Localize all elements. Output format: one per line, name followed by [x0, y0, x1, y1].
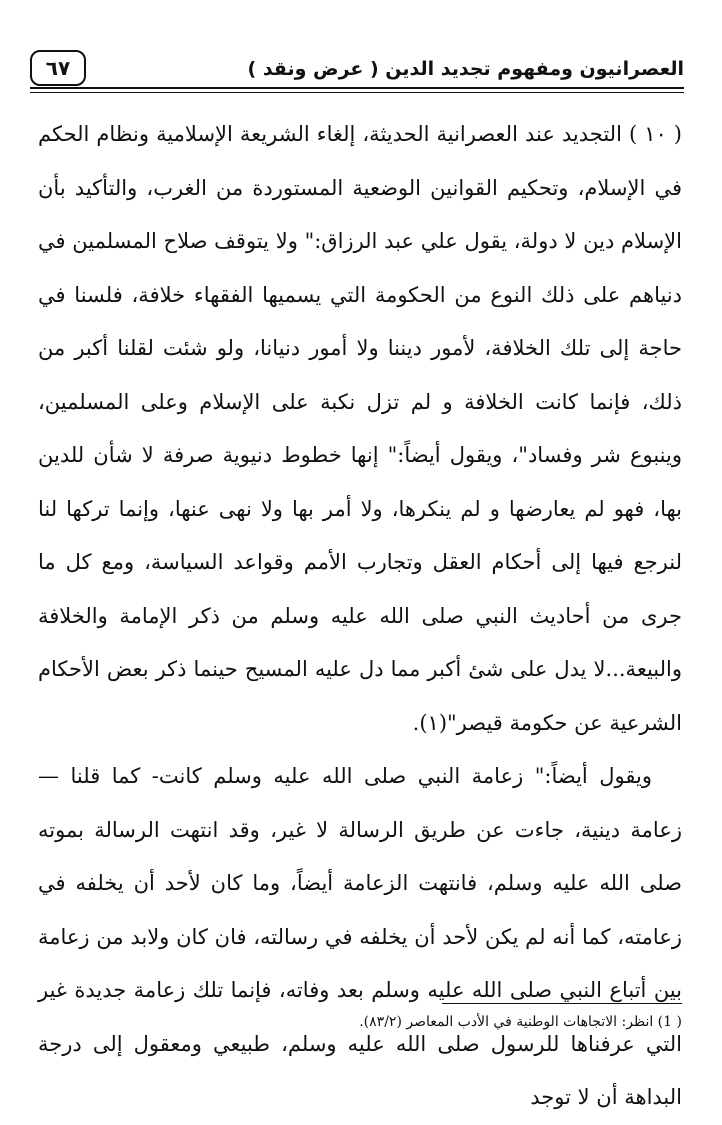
footnote: ( 1) انظر: الاتجاهات الوطنية في الأدب المعاصر (٨٣/٢). — [359, 1014, 682, 1030]
paragraph-1: ( ١٠ ) التجديد عند العصرانية الحديثة، إلغاء الشريعة الإسلامية ونظام الحكم في الإسلام، وتحكيم القوانين الوضعية المستوردة من الغرب، والتأكيد بأن الإسلام دين لا دولة، يقول علي عبد الرزاق:" ولا يتوقف صلاح المسلمين في دنياهم على ذلك النوع من الحكومة التي يسميها الفقهاء خلافة، فلسنا في حاجة إلى تلك الخلافة، لأمور ديننا ولا أمور دنيانا، ولو شئت لقلنا أكبر من ذلك، فإنما كانت الخلافة و لم تزل نكبة على الإسلام وعلى المسلمين، وينبوع شر وفساد"، ويقول أيضاً:" إنها خطوط دنيوية صرفة لا شأن للدين بها، فهو لم يعارضها و لم ينكرها، ولا أمر بها ولا نهى عنها، وإنما تركها لنا لنرجع فيها إلى أحكام العقل وتجارب الأمم وقواعد السياسة، ومع كل ما جرى من أحاديث النبي صلى الله عليه وسلم من ذكر الإمامة والخلافة والبيعة...لا يدل على شئ أكبر مما دل عليه المسيح حينما ذكر بعض الأحكام الشرعية عن حكومة قيصر"(١). — [38, 122, 683, 735]
header-rule-thick — [30, 87, 684, 89]
running-title: العصرانيون ومفهوم تجديد الدين ( عرض ونقد ) — [247, 58, 684, 80]
page-header — [30, 50, 684, 96]
main-text — [38, 108, 682, 1125]
paragraph-2: ويقول أيضاً:" زعامة النبي صلى الله عليه وسلم كانت- كما قلنا — زعامة دينية، جاءت عن طريق الرسالة لا غير، وقد انتهت الرسالة بموته صلى الله عليه وسلم، فانتهت الزعامة أيضاً، وما كان لأحد أن يخلفه في زعامته، كما أنه لم يكن لأحد أن يخلفه في رسالته، فان كان ولابد من زعامة بين أتباع النبي صلى الله عليه وسلم بعد وفاته، فإنما تلك زعامة جديدة غير التي عرفناها للرسول صلى الله عليه وسلم، طبيعي ومعقول إلى درجة البداهة أن لا توجد — [38, 764, 682, 1109]
footnote-separator — [442, 1003, 682, 1004]
page-number: ٦٧ — [30, 50, 86, 86]
header-rule-thin — [30, 92, 684, 93]
